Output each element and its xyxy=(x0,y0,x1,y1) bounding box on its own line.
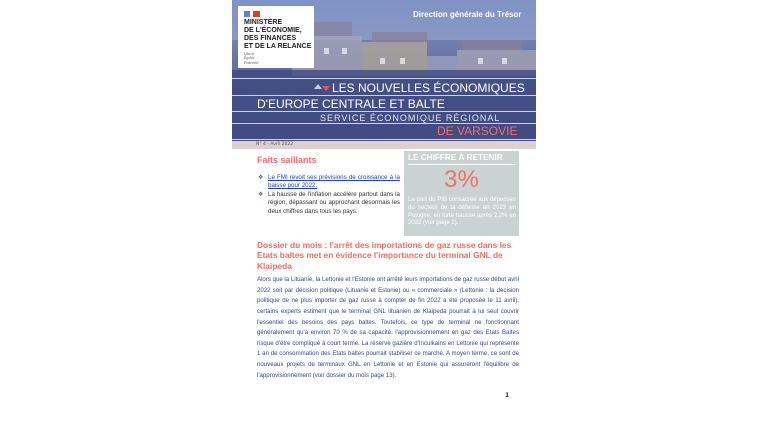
motto-line: Égalité xyxy=(244,56,255,61)
divider xyxy=(232,139,536,140)
banner-window xyxy=(380,58,385,64)
title-line-1: LES NOUVELLES ÉCONOMIQUES xyxy=(332,81,525,95)
highlight-link[interactable]: Le FMI revoit ses prévisions de croissance à la baisse pour 2022. xyxy=(268,174,400,190)
banner-window xyxy=(400,58,405,64)
triangle-up-icon xyxy=(314,84,322,89)
ministry-line: MINISTÈRE xyxy=(244,19,283,26)
key-figure-description: La part du PIB consacrée aux dépenses du secteur de la défense en 2023 en Pologne, en forte hausse après 2,2% en 2022 (voir page 2). xyxy=(408,197,516,227)
banner-window xyxy=(324,48,329,54)
highlights-title: Faits saillants xyxy=(257,155,317,165)
page-number: 1 xyxy=(505,392,510,399)
ministry-line: ET DE LA RELANCE xyxy=(244,43,312,50)
dossier-section xyxy=(257,240,519,381)
bullet-diamond-icon: ❖ xyxy=(258,191,264,198)
highlight-item[interactable] xyxy=(256,174,400,191)
motto xyxy=(244,52,259,65)
banner-window xyxy=(478,58,483,64)
key-figure-box xyxy=(404,151,519,236)
marianne-flag-icon xyxy=(244,11,260,17)
dossier-body: Alors que la Lituanie, la Lettonie et l'Estonie ont arrêté leurs importations de gaz russe début avril 2022 soit par décision politique (Lituanie et Estonie) ou « commerciale » (Lettonie : la décision politique de ne plus importer de gaz russe à compter de fin 2022 a été proposée le 11 avril), certains experts estiment que le terminal GNL lituanien de Klaipeda pourrait à lui seul couvrir l'essentiel des besoins des pays baltes. Toutefois, ce type de terminal ne fonctionnant généralement qu'à environ 70 % de sa capacité, l'approvisionnement en gaz des Etats Baltes risque d'être compliqué à court terme. La réserve gazière d'Inculkalns en Lettonie qui représente 1 an de consommation des Etats baltes pourrait stabiliser ce marché. A moyen terme, ce sont de nouveaux projets de terminaux GNL en Lettonie et en Estonie qui assureront l'équilibre de l'approvisionnement (voir dossier du mois page 13). xyxy=(257,276,519,379)
ministry-line: DE L'ÉCONOMIE, xyxy=(244,27,302,34)
bullet-diamond-icon: ❖ xyxy=(258,175,264,181)
issue-info: N° 4 - Avril 2022 xyxy=(256,142,294,147)
directorate-label: Direction générale du Trésor xyxy=(413,10,522,19)
divider xyxy=(408,164,515,165)
highlights-list xyxy=(256,174,400,216)
highlight-item xyxy=(256,191,400,216)
dossier-title: Dossier du mois : l'arrêt des importations de gaz russe dans les Etats baltes met en évidence l'importance du terminal GNL de Klaipeda xyxy=(257,240,512,271)
banner-window xyxy=(342,48,347,54)
city-line: DE VARSOVIE xyxy=(437,124,518,138)
title-line-2: D'EUROPE CENTRALE ET BALTE xyxy=(257,97,445,111)
highlights-column xyxy=(256,153,400,236)
divider xyxy=(232,111,536,112)
divider xyxy=(232,78,536,79)
divider xyxy=(232,95,536,96)
triangle-down-icon xyxy=(322,86,330,91)
key-figure-title: LE CHIFFRE À RETENIR xyxy=(408,153,503,162)
motto-line: Liberté xyxy=(244,52,255,56)
ministry-line: DES FINANCES xyxy=(244,35,297,42)
banner-roof xyxy=(462,40,522,50)
header-banner xyxy=(232,0,536,141)
key-figure-value: 3% xyxy=(444,166,479,193)
ministry-logo xyxy=(238,6,314,68)
banner-window xyxy=(502,58,507,64)
highlight-text: La hausse de l'inflation accélère partout dans la région, dépassant ou approchant désormais les deux chiffres dans tous les pays. xyxy=(268,190,400,215)
document-page xyxy=(232,0,536,432)
service-line: SERVICE ÉCONOMIQUE RÉGIONAL xyxy=(320,113,501,123)
ministry-name xyxy=(244,19,311,51)
banner-roof xyxy=(372,32,427,42)
motto-line: Fraternité xyxy=(244,60,259,65)
